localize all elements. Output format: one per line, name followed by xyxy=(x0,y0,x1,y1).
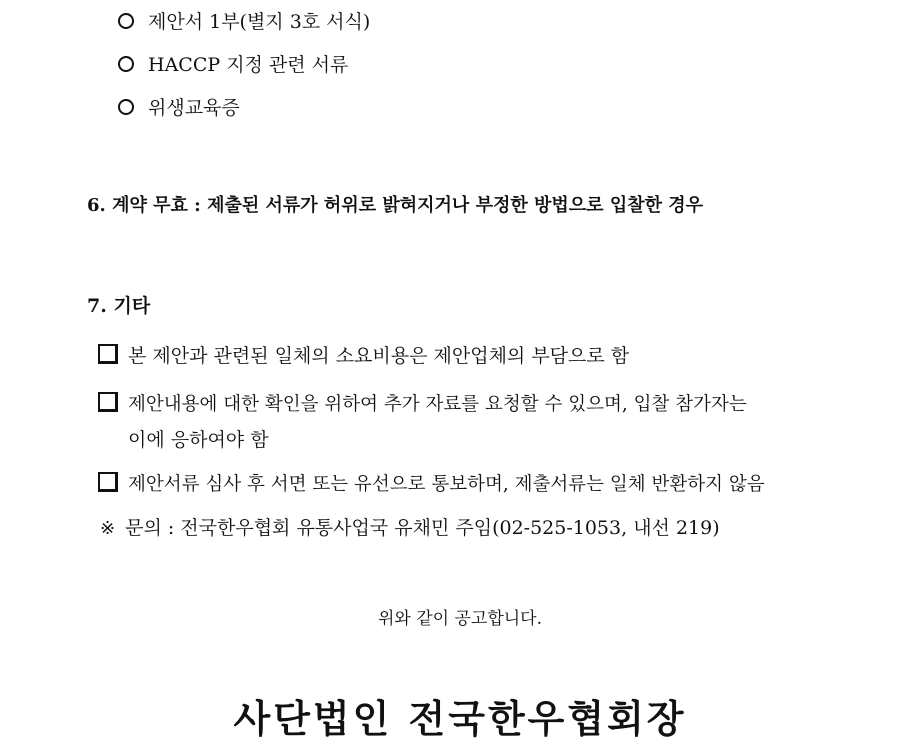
contact-note-text: 문의 : 전국한우협회 유통사업국 유채민 주임(02-525-1053, 내선 219) xyxy=(125,517,720,539)
circle-bullet-icon xyxy=(118,56,134,72)
checklist-item xyxy=(98,472,765,497)
submission-item xyxy=(118,10,370,34)
checklist-item-continuation: 이에 응하여야 함 xyxy=(128,429,269,451)
checkbox-icon xyxy=(98,344,118,364)
circle-bullet-icon xyxy=(118,99,134,115)
circle-bullet-icon xyxy=(118,13,134,29)
checklist-item-text: 제안서류 심사 후 서면 또는 유선으로 통보하며, 제출서류는 일체 반환하지 않음 xyxy=(128,474,765,495)
submission-item-text: HACCP 지정 관련 서류 xyxy=(148,54,349,76)
submission-item xyxy=(118,53,348,77)
submission-item xyxy=(118,96,240,120)
section-7-number: 7. xyxy=(87,295,107,317)
announcement-text: 위와 같이 공고합니다. xyxy=(377,609,542,629)
section-6-heading xyxy=(87,194,703,218)
checklist-item xyxy=(98,392,747,417)
section-6-number: 6. xyxy=(87,195,106,216)
organization-name: 사단법인 전국한우협회장 xyxy=(233,696,687,741)
section-7-heading xyxy=(87,294,150,318)
reference-mark-icon: ※ xyxy=(100,518,116,539)
submission-item-text: 위생교육증 xyxy=(148,97,240,119)
submission-item-text: 제안서 1부(별지 3호 서식) xyxy=(148,11,371,33)
checklist-item-text: 본 제안과 관련된 일체의 소요비용은 제안업체의 부담으로 함 xyxy=(128,345,630,367)
section-6-text: 계약 무효 : 제출된 서류가 허위로 밝혀지거나 부정한 방법으로 입찰한 경우 xyxy=(112,195,704,216)
checkbox-icon xyxy=(98,472,118,492)
contact-note xyxy=(100,516,720,541)
checklist-item xyxy=(98,344,629,368)
checklist-item-text: 제안내용에 대한 확인을 위하여 추가 자료를 요청할 수 있으며, 입찰 참가자는 xyxy=(128,394,747,415)
checkbox-icon xyxy=(98,392,118,412)
section-7-title: 기타 xyxy=(113,295,151,317)
